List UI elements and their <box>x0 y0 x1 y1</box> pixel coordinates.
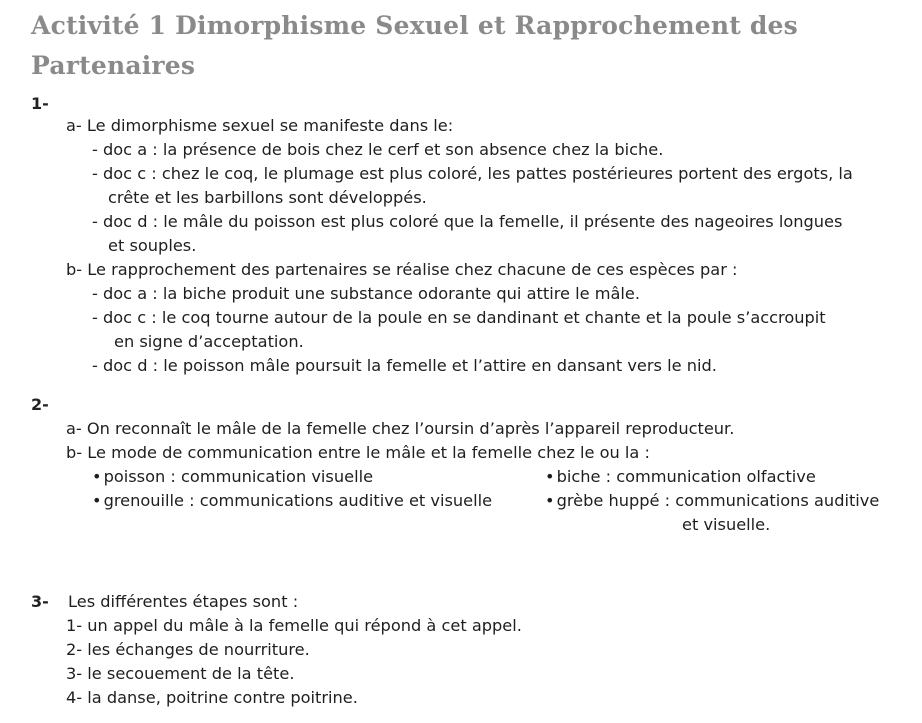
bullet-icon: • <box>545 467 555 486</box>
bullet-icon: • <box>545 491 555 510</box>
s2-item-grebe-continued: et visuelle. <box>682 515 771 534</box>
section-1-number: 1- <box>31 94 49 113</box>
s1-b-heading: b- Le rapprochement des partenaires se réalise chez chacune de ces espèces par : <box>66 260 738 279</box>
s3-step-3: 3- le secouement de la tête. <box>66 664 295 683</box>
s1-a-item-3-line-1: - doc d : le mâle du poisson est plus coloré que la femelle, il présente des nageoires longues <box>92 212 843 231</box>
s1-a-item-2-line-2: crête et les barbillons sont développés. <box>108 188 427 207</box>
s2-item-poisson: • poisson : communication visuelle <box>92 467 374 486</box>
bullet-icon: • <box>92 491 102 510</box>
page-title: Activité 1 Dimorphisme Sexuel et Rapprochement des Partenaires <box>31 11 798 80</box>
s1-a-item-1: - doc a : la présence de bois chez le cerf et son absence chez la biche. <box>92 140 664 159</box>
s1-a-item-3-line-2: et souples. <box>108 236 197 255</box>
s2-a: a- On reconnaît le mâle de la femelle chez l’oursin d’après l’appareil reproducteur. <box>66 419 735 438</box>
s1-b-item-3: - doc d : le poisson mâle poursuit la femelle et l’attire en dansant vers le nid. <box>92 356 717 375</box>
s1-a-item-2-line-1: - doc c : chez le coq, le plumage est plus coloré, les pattes postérieures portent des ergots, la <box>92 164 853 183</box>
s3-step-4: 4- la danse, poitrine contre poitrine. <box>66 688 358 707</box>
section-3-number: 3- <box>31 592 49 611</box>
section-2-number: 2- <box>31 395 49 414</box>
s1-b-item-1: - doc a : la biche produit une substance odorante qui attire le mâle. <box>92 284 640 303</box>
s2-item-biche: • biche : communication olfactive <box>545 467 816 486</box>
bullet-icon: • <box>92 467 102 486</box>
s1-a-heading: a- Le dimorphisme sexuel se manifeste dans le: <box>66 116 454 135</box>
s3-step-2: 2- les échanges de nourriture. <box>66 640 310 659</box>
s2-item-grebe: • grèbe huppé : communications auditive <box>545 491 880 510</box>
s1-b-item-2-line-2: en signe d’acceptation. <box>114 332 304 351</box>
s1-b-item-2-line-1: - doc c : le coq tourne autour de la poule en se dandinant et chante et la poule s’accroupit <box>92 308 826 327</box>
s3-intro: Les différentes étapes sont : <box>68 592 299 611</box>
s2-b-heading: b- Le mode de communication entre le mâle et la femelle chez le ou la : <box>66 443 650 462</box>
s2-item-grenouille: • grenouille : communications auditive et visuelle <box>92 491 493 510</box>
s3-step-1: 1- un appel du mâle à la femelle qui répond à cet appel. <box>66 616 522 635</box>
